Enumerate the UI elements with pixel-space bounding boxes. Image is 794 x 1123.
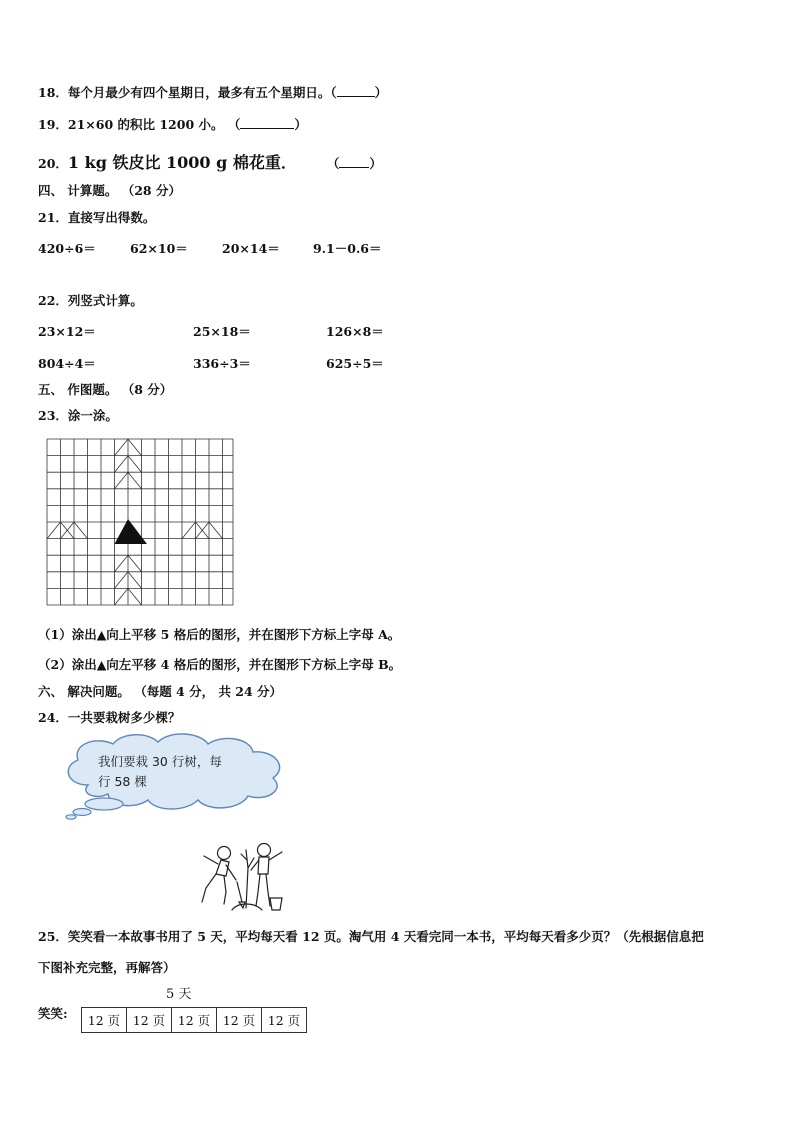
question-18 <box>38 83 387 101</box>
q21-item-1: 420÷6＝ <box>38 241 96 256</box>
cloud-text-line-2: 行 58 棵 <box>98 774 147 789</box>
section-5-heading: 五、 作图题。 （8 分） <box>38 382 173 397</box>
q22-item-6: 625÷5＝ <box>326 356 384 371</box>
question-25-text-line-1: 25．笑笑看一本故事书用了 5 天，平均每天看 12 页。淘气用 4 天看完同一本书，平均每天看多少页？（先根据信息把 <box>38 929 704 944</box>
question-23-part-2: （2）涂出▲向左平移 4 格后的图形，并在图形下方标上字母 B。 <box>38 657 402 672</box>
question-20-open: （ <box>326 156 340 171</box>
question-21-title: 21．直接写出得数。 <box>38 210 156 225</box>
black-triangle-shape <box>115 519 148 544</box>
question-18-close: ） <box>374 85 388 100</box>
question-18-text: 18．每个月最少有四个星期日，最多有五个星期日。（ <box>38 85 337 100</box>
question-23-title: 23．涂一涂。 <box>38 408 118 423</box>
days-label: 5 天 <box>166 987 192 1002</box>
q21-item-4: 9.1－0.6＝ <box>313 241 382 256</box>
question-20-text: 1 kg 铁皮比 1000 g 棉花重． <box>67 153 297 172</box>
segment-cell: 12 页 <box>127 1008 172 1033</box>
section-4-heading: 四、 计算题。 （28 分） <box>38 183 181 198</box>
answer-blank-19[interactable] <box>240 118 294 129</box>
segment-cell: 12 页 <box>217 1008 262 1033</box>
question-24-title: 24．一共要栽树多少棵？ <box>38 710 181 725</box>
q22-item-3: 126×8＝ <box>326 324 384 339</box>
q21-item-2: 62×10＝ <box>130 241 188 256</box>
speech-cloud <box>58 730 293 829</box>
question-20 <box>38 150 382 173</box>
q21-item-3: 20×14＝ <box>222 241 280 256</box>
translation-grid[interactable] <box>45 437 235 611</box>
pages-segment-bar <box>81 1007 307 1033</box>
section-6-heading: 六、 解决问题。 （每题 4 分， 共 24 分） <box>38 684 283 699</box>
answer-blank-20[interactable] <box>339 157 369 168</box>
segment-cell: 12 页 <box>262 1008 307 1033</box>
question-19-text: 19．21×60 的积比 1200 小。 （ <box>38 117 241 132</box>
segment-cell: 12 页 <box>82 1008 127 1033</box>
question-22-title: 22．列竖式计算。 <box>38 293 143 308</box>
question-19-close: ） <box>294 117 307 132</box>
question-25-text-line-2: 下图补充完整，再解答） <box>38 960 176 975</box>
question-20-close: ） <box>369 156 382 171</box>
segment-cell: 12 页 <box>172 1008 217 1033</box>
q22-item-2: 25×18＝ <box>193 324 251 339</box>
children-planting-tree-illustration <box>196 840 288 916</box>
person-label-xiaoxiao: 笑笑: <box>38 1006 68 1021</box>
q22-item-4: 804÷4＝ <box>38 356 96 371</box>
q22-item-5: 336÷3＝ <box>193 356 251 371</box>
q22-item-1: 23×12＝ <box>38 324 96 339</box>
question-20-number: 20． <box>38 156 68 171</box>
answer-blank-18[interactable] <box>337 86 375 97</box>
question-23-part-1: （1）涂出▲向上平移 5 格后的图形，并在图形下方标上字母 A。 <box>38 627 401 642</box>
cloud-text-line-1: 我们要栽 30 行树，每 <box>98 754 222 769</box>
question-19 <box>38 115 307 133</box>
